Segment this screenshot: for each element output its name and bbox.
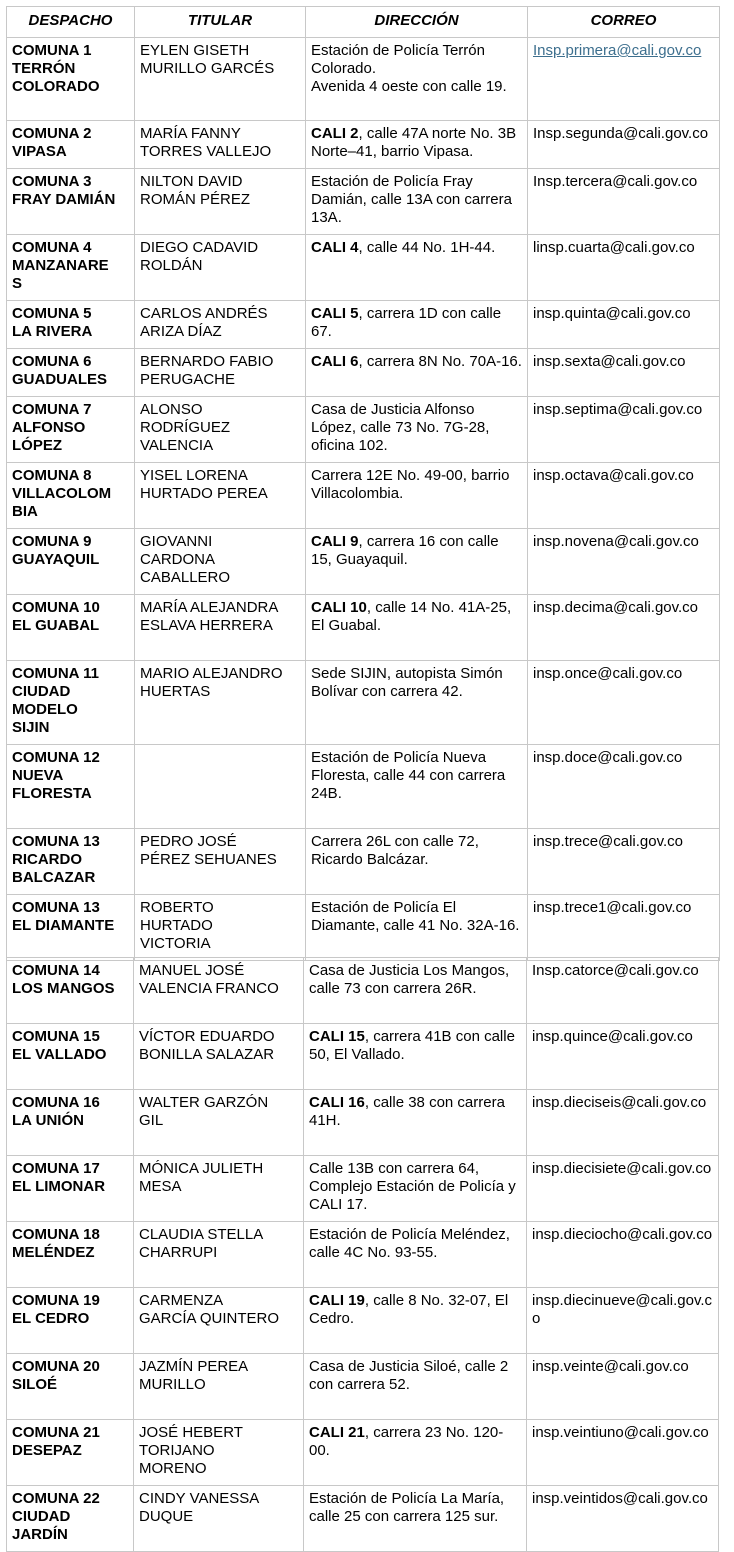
- table-row: [7, 595, 720, 661]
- titular-text: MARIO ALEJANDRO HUERTAS: [140, 665, 283, 700]
- table-row: [7, 121, 720, 169]
- despacho-cell: [7, 463, 135, 529]
- table-row: [7, 1090, 719, 1156]
- despacho-cell: [7, 661, 135, 745]
- table-row: [7, 661, 720, 745]
- despacho-text: COMUNA 7 ALFONSO LÓPEZ: [12, 401, 92, 454]
- despacho-cell: [7, 121, 135, 169]
- direccion-office: CALI 15: [309, 1028, 365, 1045]
- despacho-text: COMUNA 2 VIPASA: [12, 125, 92, 160]
- direccion-text: Casa de Justicia Los Mangos, calle 73 con carrera 26R.: [309, 962, 510, 997]
- direccion-text: Estación de Policía Nueva Floresta, calle 44 con carrera 24B.: [311, 749, 506, 802]
- direccion-text: , carrera 23 No. 120-00.: [309, 1424, 504, 1459]
- correo-cell: [527, 1090, 719, 1156]
- direccion-text: , carrera 1D con calle 67.: [311, 305, 502, 340]
- table-row: [7, 1486, 719, 1552]
- titular-cell: [135, 595, 306, 661]
- titular-cell: [134, 1354, 304, 1420]
- despacho-cell: [7, 235, 135, 301]
- despacho-cell: [7, 301, 135, 349]
- correo-text: insp.doce@cali.gov.co: [533, 749, 683, 766]
- direccion-text: , carrera 41B con calle 50, El Vallado.: [309, 1028, 515, 1063]
- direccion-cell: [306, 301, 528, 349]
- correo-text: insp.dieciseis@cali.gov.co: [532, 1094, 707, 1111]
- despacho-cell: [7, 397, 135, 463]
- table-header-row: [7, 7, 720, 38]
- despacho-text: COMUNA 15 EL VALLADO: [12, 1028, 107, 1063]
- header-correo: CORREO: [528, 7, 720, 38]
- correo-cell: [528, 349, 720, 397]
- correo-text: insp.trece1@cali.gov.co: [533, 899, 692, 916]
- correo-cell: [528, 895, 720, 961]
- direccion-text: , calle 38 con carrera 41H.: [309, 1094, 505, 1129]
- correo-cell: [528, 829, 720, 895]
- table-row: [7, 1420, 719, 1486]
- titular-cell: [134, 1156, 304, 1222]
- table-row: [7, 958, 719, 1024]
- correo-text: insp.quinta@cali.gov.co: [533, 305, 691, 322]
- titular-text: BERNARDO FABIO PERUGACHE: [140, 353, 274, 388]
- despacho-text: COMUNA 17 EL LIMONAR: [12, 1160, 106, 1195]
- correo-cell: [527, 1354, 719, 1420]
- header-despacho: DESPACHO: [7, 7, 135, 38]
- direccion-text: Estación de Policía La María, calle 25 con carrera 125 sur.: [309, 1490, 505, 1525]
- despacho-text: COMUNA 5 LA RIVERA: [12, 305, 93, 340]
- direccion-cell: [306, 463, 528, 529]
- direccion-cell: [306, 397, 528, 463]
- titular-text: MANUEL JOSÉ VALENCIA FRANCO: [139, 962, 279, 997]
- direccion-text: Estación de Policía El Diamante, calle 41 No. 32A-16.: [311, 899, 520, 934]
- direccion-cell: [306, 38, 528, 121]
- correo-text: insp.sexta@cali.gov.co: [533, 353, 686, 370]
- despacho-cell: [7, 595, 135, 661]
- titular-cell: [135, 397, 306, 463]
- despacho-cell: [7, 1222, 134, 1288]
- direccion-cell: [306, 349, 528, 397]
- titular-cell: [135, 829, 306, 895]
- despacho-cell: [7, 1024, 134, 1090]
- correo-cell: [528, 595, 720, 661]
- titular-cell: [135, 529, 306, 595]
- titular-cell: [134, 1024, 304, 1090]
- titular-cell: [135, 895, 306, 961]
- direccion-cell: [306, 169, 528, 235]
- correo-cell: [528, 529, 720, 595]
- despacho-cell: [7, 169, 135, 235]
- titular-text: GIOVANNI CARDONA CABALLERO: [140, 533, 231, 586]
- titular-text: ALONSO RODRÍGUEZ VALENCIA: [140, 401, 230, 454]
- direccion-cell: [304, 1354, 527, 1420]
- despacho-text: COMUNA 19 EL CEDRO: [12, 1292, 100, 1327]
- direccion-cell: [304, 1222, 527, 1288]
- despacho-cell: [7, 1090, 134, 1156]
- direccion-cell: [304, 1156, 527, 1222]
- direccion-text: Calle 13B con carrera 64, Complejo Estación de Policía y CALI 17.: [309, 1160, 516, 1213]
- correo-cell: [528, 121, 720, 169]
- correo-text: insp.once@cali.gov.co: [533, 665, 683, 682]
- table-row: [7, 745, 720, 829]
- despacho-cell: [7, 829, 135, 895]
- despacho-text: COMUNA 14 LOS MANGOS: [12, 962, 115, 997]
- direccion-office: CALI 2: [311, 125, 359, 142]
- table-row: [7, 235, 720, 301]
- table-row: [7, 1024, 719, 1090]
- titular-text: CARMENZA GARCÍA QUINTERO: [139, 1292, 280, 1327]
- direccion-office: CALI 16: [309, 1094, 365, 1111]
- direccion-text: Estación de Policía Fray Damián, calle 13A con carrera 13A.: [311, 173, 512, 226]
- inspections-table-continued: [6, 957, 719, 1552]
- titular-cell: [135, 121, 306, 169]
- correo-link[interactable]: Insp.primera@cali.gov.co: [533, 42, 702, 59]
- direccion-office: CALI 6: [311, 353, 359, 370]
- titular-text: JAZMÍN PEREA MURILLO: [139, 1358, 249, 1393]
- despacho-cell: [7, 1486, 134, 1552]
- direccion-cell: [304, 1090, 527, 1156]
- direccion-text: Casa de Justicia Alfonso López, calle 73 No. 7G-28, oficina 102.: [311, 401, 490, 454]
- direccion-cell: [306, 595, 528, 661]
- direccion-text: Estación de Policía Terrón Colorado. Avenida 4 oeste con calle 19.: [311, 42, 507, 95]
- despacho-cell: [7, 1420, 134, 1486]
- correo-cell: [528, 661, 720, 745]
- direccion-cell: [306, 121, 528, 169]
- correo-text: insp.trece@cali.gov.co: [533, 833, 684, 850]
- direccion-office: CALI 4: [311, 239, 359, 256]
- direccion-office: CALI 19: [309, 1292, 365, 1309]
- direccion-cell: [306, 661, 528, 745]
- direccion-text: , carrera 16 con calle 15, Guayaquil.: [311, 533, 499, 568]
- table-row: [7, 895, 720, 961]
- despacho-text: COMUNA 12 NUEVA FLORESTA: [12, 749, 100, 802]
- despacho-text: COMUNA 3 FRAY DAMIÁN: [12, 173, 116, 208]
- direccion-cell: [306, 829, 528, 895]
- correo-text: insp.veinte@cali.gov.co: [532, 1358, 689, 1375]
- direccion-text: Sede SIJIN, autopista Simón Bolívar con carrera 42.: [311, 665, 503, 700]
- table-row: [7, 529, 720, 595]
- titular-text: NILTON DAVID ROMÁN PÉREZ: [140, 173, 251, 208]
- direccion-cell: [304, 1486, 527, 1552]
- direccion-office: CALI 10: [311, 599, 367, 616]
- correo-text: insp.octava@cali.gov.co: [533, 467, 694, 484]
- direccion-text: Carrera 26L con calle 72, Ricardo Balcázar.: [311, 833, 479, 868]
- direccion-cell: [304, 958, 527, 1024]
- table-row: [7, 1222, 719, 1288]
- direccion-cell: [306, 529, 528, 595]
- correo-cell: [527, 1156, 719, 1222]
- despacho-text: COMUNA 21 DESEPAZ: [12, 1424, 100, 1459]
- correo-text: insp.novena@cali.gov.co: [533, 533, 699, 550]
- correo-cell: [527, 958, 719, 1024]
- correo-text: Insp.tercera@cali.gov.co: [533, 173, 698, 190]
- direccion-cell: [304, 1420, 527, 1486]
- correo-text: insp.veintiuno@cali.gov.co: [532, 1424, 709, 1441]
- direccion-text: Casa de Justicia Siloé, calle 2 con carrera 52.: [309, 1358, 509, 1393]
- despacho-cell: [7, 745, 135, 829]
- direccion-cell: [306, 745, 528, 829]
- despacho-cell: [7, 38, 135, 121]
- titular-cell: [135, 38, 306, 121]
- direccion-text: , calle 8 No. 32-07, El Cedro.: [309, 1292, 509, 1327]
- titular-text: ROBERTO HURTADO VICTORIA: [140, 899, 214, 952]
- despacho-text: COMUNA 16 LA UNIÓN: [12, 1094, 100, 1129]
- correo-cell: [527, 1024, 719, 1090]
- table-row: [7, 349, 720, 397]
- despacho-cell: [7, 895, 135, 961]
- despacho-text: COMUNA 8 VILLACOLOM BIA: [12, 467, 112, 520]
- direccion-cell: [306, 235, 528, 301]
- direccion-text: , calle 14 No. 41A-25, El Guabal.: [311, 599, 512, 634]
- titular-text: MARÍA FANNY TORRES VALLEJO: [140, 125, 272, 160]
- table-row: [7, 1354, 719, 1420]
- correo-cell: [527, 1486, 719, 1552]
- correo-text: insp.diecisiete@cali.gov.co: [532, 1160, 712, 1177]
- titular-cell: [135, 349, 306, 397]
- despacho-text: COMUNA 1 TERRÓN COLORADO: [12, 42, 100, 95]
- direccion-text: Carrera 12E No. 49-00, barrio Villacolombia.: [311, 467, 510, 502]
- despacho-cell: [7, 529, 135, 595]
- despacho-cell: [7, 1156, 134, 1222]
- titular-cell: [134, 1090, 304, 1156]
- titular-cell: [134, 1486, 304, 1552]
- correo-cell: [528, 169, 720, 235]
- titular-text: VÍCTOR EDUARDO BONILLA SALAZAR: [139, 1028, 275, 1063]
- despacho-text: COMUNA 13 EL DIAMANTE: [12, 899, 115, 934]
- direccion-text: , calle 47A norte No. 3B Norte–41, barrio Vipasa.: [311, 125, 517, 160]
- correo-cell[interactable]: [528, 38, 720, 121]
- despacho-cell: [7, 1288, 134, 1354]
- correo-cell: [528, 301, 720, 349]
- titular-text: MÓNICA JULIETH MESA: [139, 1160, 264, 1195]
- correo-text: insp.septima@cali.gov.co: [533, 401, 703, 418]
- titular-cell: [135, 169, 306, 235]
- direccion-office: CALI 5: [311, 305, 359, 322]
- table-row: [7, 1156, 719, 1222]
- titular-text: JOSÉ HEBERT TORIJANO MORENO: [139, 1424, 243, 1477]
- titular-text: CINDY VANESSA DUQUE: [139, 1490, 260, 1525]
- table-row: [7, 38, 720, 121]
- correo-cell: [527, 1222, 719, 1288]
- direccion-cell: [306, 895, 528, 961]
- despacho-text: COMUNA 11 CIUDAD MODELO SIJIN: [12, 665, 99, 736]
- titular-text: EYLEN GISETH MURILLO GARCÉS: [140, 42, 275, 77]
- table-row: [7, 169, 720, 235]
- titular-cell: [134, 1288, 304, 1354]
- table-row: [7, 397, 720, 463]
- despacho-text: COMUNA 20 SILOÉ: [12, 1358, 100, 1393]
- titular-cell: [135, 661, 306, 745]
- titular-cell: [135, 301, 306, 349]
- correo-cell: [527, 1288, 719, 1354]
- titular-text: CLAUDIA STELLA CHARRUPI: [139, 1226, 264, 1261]
- titular-cell: [135, 745, 306, 829]
- titular-cell: [134, 1222, 304, 1288]
- correo-text: linsp.cuarta@cali.gov.co: [533, 239, 695, 256]
- direccion-text: , carrera 8N No. 70A-16.: [358, 353, 522, 370]
- direccion-text: Estación de Policía Meléndez, calle 4C No. 93-55.: [309, 1226, 510, 1261]
- despacho-text: COMUNA 22 CIUDAD JARDÍN: [12, 1490, 100, 1543]
- header-direccion: DIRECCIÓN: [306, 7, 528, 38]
- titular-cell: [135, 235, 306, 301]
- despacho-text: COMUNA 10 EL GUABAL: [12, 599, 100, 634]
- direccion-cell: [304, 1288, 527, 1354]
- despacho-text: COMUNA 6 GUADUALES: [12, 353, 108, 388]
- correo-cell: [528, 397, 720, 463]
- correo-cell: [528, 463, 720, 529]
- correo-text: insp.decima@cali.gov.co: [533, 599, 699, 616]
- direccion-cell: [304, 1024, 527, 1090]
- titular-text: PEDRO JOSÉ PÉREZ SEHUANES: [140, 833, 277, 868]
- titular-cell: [135, 463, 306, 529]
- direccion-office: CALI 9: [311, 533, 359, 550]
- titular-text: YISEL LORENA HURTADO PEREA: [140, 467, 268, 502]
- titular-text: WALTER GARZÓN GIL: [139, 1094, 269, 1129]
- titular-cell: [134, 1420, 304, 1486]
- titular-text: DIEGO CADAVID ROLDÁN: [140, 239, 259, 274]
- titular-text: CARLOS ANDRÉS ARIZA DÍAZ: [140, 305, 268, 340]
- despacho-text: COMUNA 18 MELÉNDEZ: [12, 1226, 100, 1261]
- despacho-cell: [7, 349, 135, 397]
- header-titular: TITULAR: [135, 7, 306, 38]
- table-row: [7, 829, 720, 895]
- correo-text: insp.diecinueve@cali.gov.co: [532, 1292, 713, 1327]
- titular-cell: [134, 958, 304, 1024]
- direccion-office: CALI 21: [309, 1424, 365, 1441]
- direccion-text: , calle 44 No. 1H-44.: [358, 239, 496, 256]
- table-row: [7, 301, 720, 349]
- correo-text: Insp.segunda@cali.gov.co: [533, 125, 709, 142]
- despacho-text: COMUNA 9 GUAYAQUIL: [12, 533, 100, 568]
- despacho-text: COMUNA 4 MANZANARE S: [12, 239, 109, 292]
- correo-text: insp.dieciocho@cali.gov.co: [532, 1226, 713, 1243]
- titular-text: MARÍA ALEJANDRA ESLAVA HERRERA: [140, 599, 279, 634]
- correo-cell: [528, 745, 720, 829]
- inspections-table: [6, 6, 720, 961]
- despacho-cell: [7, 1354, 134, 1420]
- correo-cell: [527, 1420, 719, 1486]
- correo-text: insp.veintidos@cali.gov.co: [532, 1490, 708, 1507]
- correo-cell: [528, 235, 720, 301]
- correo-text: Insp.catorce@cali.gov.co: [532, 962, 699, 979]
- despacho-text: COMUNA 13 RICARDO BALCAZAR: [12, 833, 100, 886]
- table-row: [7, 463, 720, 529]
- table-row: [7, 1288, 719, 1354]
- correo-text: insp.quince@cali.gov.co: [532, 1028, 693, 1045]
- despacho-cell: [7, 958, 134, 1024]
